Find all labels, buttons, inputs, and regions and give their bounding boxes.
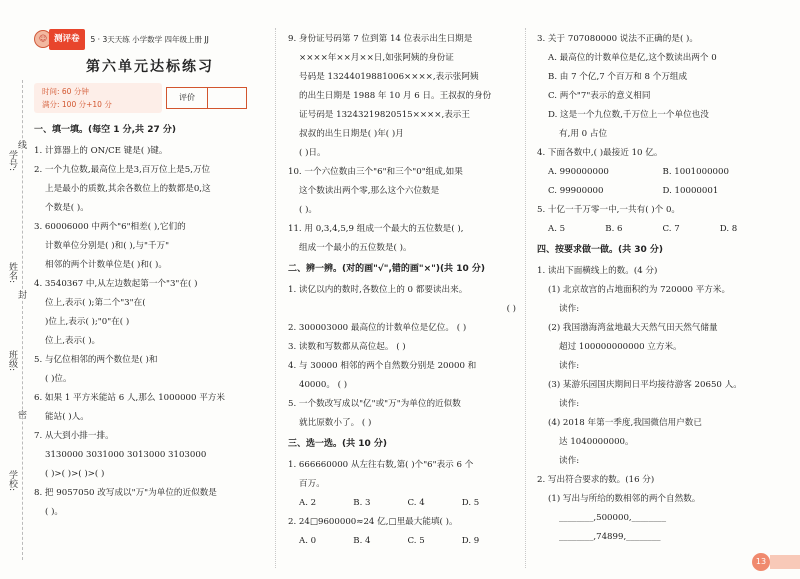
mascot-icon: ☺ <box>34 30 52 48</box>
question-line: 这个数读出两个零,那么这个六位数是 <box>299 186 440 196</box>
edition: JJ <box>204 34 209 44</box>
section-heading: 四、按要求做一做。(共 30 分) <box>537 245 664 255</box>
question-line: ( )>( )>( )>( ) <box>45 469 105 479</box>
question: 4. 3540367 中,从左边数起第一个"3"在( ) <box>34 279 198 289</box>
gutter-seal-mark: 封 <box>16 290 26 299</box>
series-name: 5 · 3天天练 <box>90 34 130 44</box>
answer-option[interactable]: C. 4 <box>407 498 425 508</box>
question: 1. 读亿以内的数时,各数位上的 0 都要读出来。 <box>288 285 468 295</box>
question: 2. 一个九位数,最高位上是3,百万位上是5,万位 <box>34 165 211 175</box>
answer-option[interactable]: A. 2 <box>299 498 317 508</box>
subject: 小学数学 <box>132 34 163 44</box>
question-line: 读作: <box>559 361 580 371</box>
test-badge <box>34 29 85 50</box>
question-line: 超过 100000000000 立方米。 <box>559 342 682 352</box>
question-line: 位上,表示( );第二个"3"在( <box>45 298 146 308</box>
answer-option[interactable]: D. 9 <box>461 536 480 546</box>
test-info <box>34 83 266 113</box>
answer-option[interactable]: D. 10000001 <box>662 186 719 196</box>
question-line: 组成一个最小的五位数是( )。 <box>299 243 412 253</box>
question: 2. 300003000 最高位的计数单位是亿位。 ( ) <box>288 323 467 333</box>
time-limit: 时间: 60 分钟 <box>42 87 89 96</box>
question-line: 号码是 13244019881006××××,表示张阿姨 <box>299 72 479 82</box>
question: 5. 十亿一千万零一中,一共有( )个 0。 <box>537 205 681 215</box>
question-line: A. 最高位的计数单位是亿,这个数读出两个 0 <box>548 53 717 63</box>
question-line: 叔叔的出生日期是( )年( )月 <box>299 129 404 139</box>
question: 8. 把 9057050 改写成以"万"为单位的近似数是 <box>34 488 217 498</box>
answer-option[interactable]: D. 8 <box>719 224 738 234</box>
question-line: 就比原数小了。 ( ) <box>299 418 372 428</box>
answer-option[interactable]: B. 4 <box>353 536 371 546</box>
gutter-fold-mark: 密 <box>16 410 26 419</box>
evaluation-label: 评价 <box>167 88 208 108</box>
name-label: 姓名: <box>7 262 17 284</box>
question-line: (2) 我国渤海湾盆地最大天然气田天然气储量 <box>548 323 718 333</box>
question-line: 3130000 3031000 3013000 3103000 <box>45 450 207 460</box>
question-line: 计数单位分别是( )和( ),与"千万" <box>45 241 170 251</box>
question-line: (4) 2018 年第一季度,我国微信用户数已 <box>548 418 702 428</box>
question: 5. 一个数改写成以"亿"或"万"为单位的近似数 <box>288 399 461 409</box>
question: 2. 24□9600000≈24 亿,□里最大能填( )。 <box>288 517 458 527</box>
question: 5. 与亿位相邻的两个数位是( )和 <box>34 355 158 365</box>
full-score: 满分: 100 分+10 分 <box>42 100 112 109</box>
column-divider <box>525 28 526 568</box>
question: 2. 写出符合要求的数。(16 分) <box>537 475 655 485</box>
question: 3. 60006000 中两个"6"相差( ),它们的 <box>34 222 186 232</box>
question: 1. 666660000 从左往右数,第( )个"6"表示 6 个 <box>288 460 474 470</box>
question-line: 证号码是 13243219820515××××,表示王 <box>299 110 470 120</box>
question-line: D. 这是一个九位数,千万位上一个单位也没 <box>548 110 709 120</box>
school-label: 学校: <box>7 470 17 492</box>
question-line: ( )日。 <box>299 148 326 158</box>
question: 10. 一个六位数由三个"6"和三个"0"组成,如果 <box>288 167 463 177</box>
questions-right <box>537 30 777 547</box>
time-score-box <box>34 83 162 113</box>
section-heading: 三、选一选。(共 10 分) <box>288 439 388 449</box>
answer-options <box>537 163 777 182</box>
answer-options <box>537 182 777 201</box>
question-line: 读作: <box>559 399 580 409</box>
answer-option[interactable]: A. 990000000 <box>548 167 609 177</box>
gutter-line-mark: 线 <box>16 140 26 149</box>
grade: 四年级上册 <box>164 34 202 44</box>
question-line: B. 由 7 个亿,7 个百万和 8 个万组成 <box>548 72 688 82</box>
question-line: ××××年××月××日,如张阿姨的身份证 <box>299 53 454 63</box>
column-divider <box>275 28 276 568</box>
answer-option[interactable]: B. 1001000000 <box>662 167 729 177</box>
question-line: 读作: <box>559 456 580 466</box>
question-line: 40000。 ( ) <box>299 380 348 390</box>
question-line: 读作: <box>559 304 580 314</box>
answer-option[interactable]: D. 5 <box>461 498 480 508</box>
answer-option[interactable]: B. 3 <box>353 498 371 508</box>
question: 3. 读数和写数都从高位起。 ( ) <box>288 342 406 352</box>
question-line: 达 1040000000。 <box>559 437 634 447</box>
question-line: 有,用 0 占位 <box>559 129 608 139</box>
answer-option[interactable]: C. 99900000 <box>548 186 604 196</box>
section-heading: 二、辨一辨。(对的画"√",错的画"×")(共 10 分) <box>288 264 485 274</box>
answer-options <box>537 220 777 239</box>
question-line: 上是最小的质数,其余各数位上的数都是0,这 <box>45 184 211 194</box>
page-header <box>34 30 266 48</box>
page-tab <box>770 555 800 569</box>
question: 6. 如果 1 平方米能站 6 人,那么 1000000 平方米 <box>34 393 225 403</box>
class-label: 班级: <box>7 350 17 372</box>
section-heading: 一、填一填。(每空 1 分,共 27 分) <box>34 125 176 135</box>
answer-option[interactable]: C. 5 <box>407 536 425 546</box>
question: 4. 与 30000 相邻的两个自然数分别是 20000 和 <box>288 361 477 371</box>
cut-line <box>22 80 23 560</box>
question-line: ( )位。 <box>45 374 72 384</box>
question: 1. 计算器上的 ON/CE 键是( )键。 <box>34 146 168 156</box>
question: 7. 从大到小排一排。 <box>34 431 114 441</box>
question: 3. 关于 707080000 说法不正确的是( )。 <box>537 34 698 44</box>
page-number: 13 <box>752 553 770 571</box>
questions-left <box>34 121 266 522</box>
student-id-label: 学号: <box>7 150 17 172</box>
column-right <box>537 30 777 547</box>
question-line: 百万。 <box>299 479 325 489</box>
question: 9. 身份证号码第 7 位到第 14 位表示出生日期是 <box>288 34 473 44</box>
answer-option[interactable]: A. 5 <box>548 224 566 234</box>
question: 4. 下面各数中,( )最接近 10 亿。 <box>537 148 663 158</box>
question-line: (1) 北京故宫的占地面积约为 720000 平方米。 <box>548 285 731 295</box>
answer-option[interactable]: A. 0 <box>299 536 317 546</box>
question-line: ( )。 <box>299 205 318 215</box>
question-line: )位上,表示( );"0"在( ) <box>45 317 130 327</box>
page-title: 第六单元达标练习 <box>86 59 214 75</box>
question: 11. 用 0,3,4,5,9 组成一个最大的五位数是( ), <box>288 224 464 234</box>
answer-option[interactable]: C. 7 <box>662 224 680 234</box>
evaluation-field[interactable] <box>208 88 246 108</box>
answer-options <box>288 532 516 551</box>
answer-options <box>288 494 516 513</box>
column-left <box>34 30 266 522</box>
question-line: 位上,表示( )。 <box>45 336 101 346</box>
question-line: 个数是( )。 <box>45 203 89 213</box>
question-line: C. 两个"7"表示的意义相同 <box>548 91 651 101</box>
question-line: ( )。 <box>45 507 64 517</box>
questions-middle <box>288 30 516 551</box>
answer-option[interactable]: B. 6 <box>605 224 623 234</box>
question-line: ________,74899,________ <box>559 532 661 542</box>
question-line: 相邻的两个计数单位是( )和( )。 <box>45 260 167 270</box>
badge-label: 测评卷 <box>49 29 85 50</box>
question-line: 的出生日期是 1988 年 10 月 6 日。王叔叔的身份 <box>299 91 492 101</box>
question-line: (1) 写出与所给的数相邻的两个自然数。 <box>548 494 701 504</box>
question-line: ( ) <box>506 304 516 314</box>
evaluation-box <box>166 87 247 109</box>
question: 1. 读出下面横线上的数。(4 分) <box>537 266 658 276</box>
question-line: (3) 某游乐园国庆期间日平均接待游客 20650 人。 <box>548 380 742 390</box>
question-line: 能站( )人。 <box>45 412 89 422</box>
column-middle <box>288 30 516 551</box>
binding-gutter <box>0 0 28 579</box>
question-line: ________,500000,________ <box>559 513 667 523</box>
